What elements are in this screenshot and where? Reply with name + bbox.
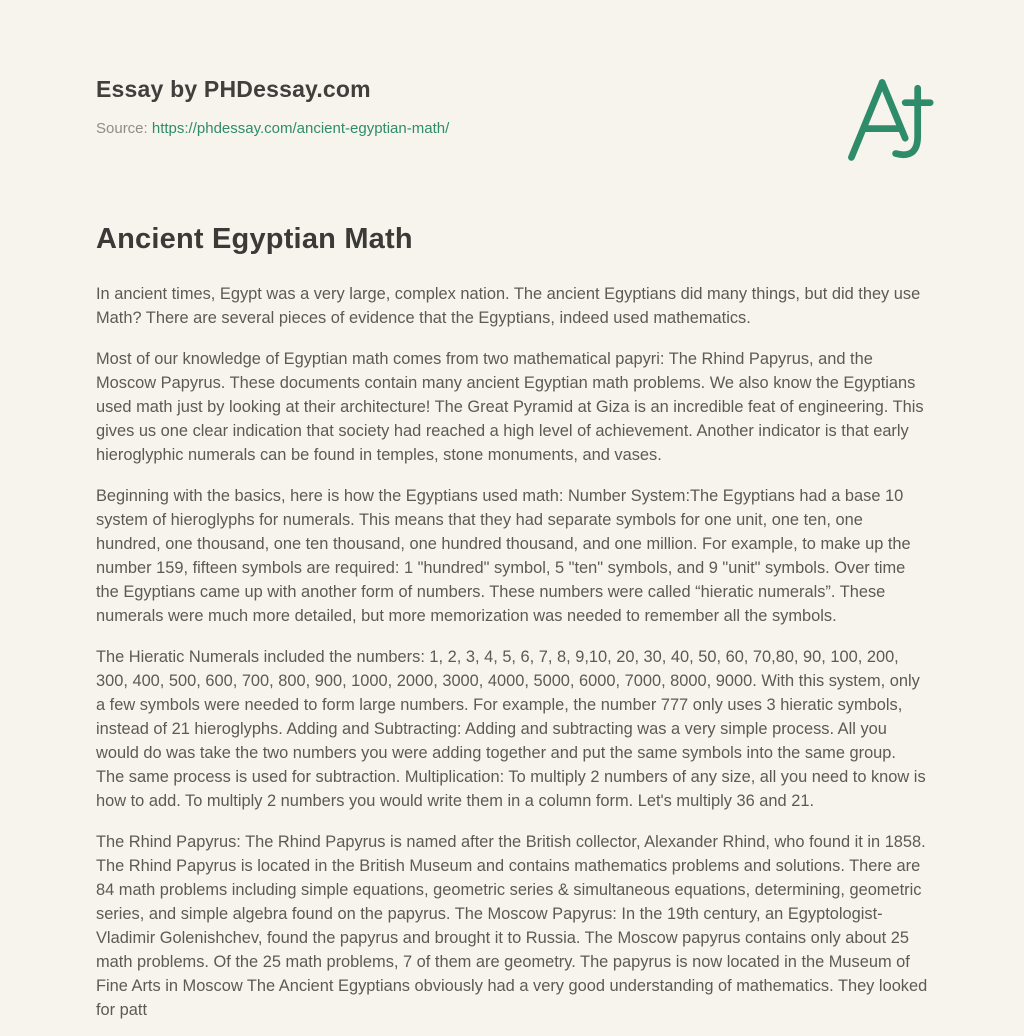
source-line: [96, 120, 928, 137]
essay-paragraph: The Hieratic Numerals included the numbers: 1, 2, 3, 4, 5, 6, 7, 8, 9,10, 20, 30, 40, 50, 60, 70,80, 90, 100, 200, 300, 400, 500, 600, 700, 800, 900, 1000, 2000, 3000, 4000, 5000, 6000, 7000, 8000, 9000. With this system, only a few symbols were needed to form large numbers. For example, the number 777 only uses 3 hieratic symbols, instead of 21 hieroglyphs. Adding and Subtracting: Adding and subtracting was a very simple process. All you would do was take the two numbers you were adding together and put the same symbols into the same group. The same process is used for subtraction. Multiplication: To multiply 2 numbers of any size, all you need to know is how to add. To multiply 2 numbers you would write them in a column form. Let's multiply 36 and 21.: [96, 648, 926, 810]
source-label: Source:: [96, 120, 148, 137]
essay-paragraph: The Rhind Papyrus: The Rhind Papyrus is named after the British collector, Alexander Rhind, who found it in 1858. The Rhind Papyrus is located in the British Museum and contains mathematics problems and solutions. There are 84 math problems including simple equations, geometric series & simultaneous equations, determining, geometric series, and simple algebra found on the papyrus. The Moscow Papyrus: In the 19th century, an Egyptologist- Vladimir Golenishchev, found the papyrus and brought it to Russia. The Moscow papyrus contains only about 25 math problems. Of the 25 math problems, 7 of them are geometry. The papyrus is now located in the Museum of Fine Arts in Moscow The Ancient Egyptians obviously had a very good understanding of mathematics. They looked for patt: [96, 833, 928, 1019]
essay-paragraph: Beginning with the basics, here is how the Egyptians used math: Number System:The Egyptians had a base 10 system of hieroglyphs for numerals. This means that they had separate symbols for one unit, one ten, one hundred, one thousand, one ten thousand, one hundred thousand, and one million. For example, to make up the number 159, fifteen symbols are required: 1 "hundred" symbol, 5 "ten" symbols, and 9 "unit" symbols. Over time the Egyptians came up with another form of numbers. These numbers were called “hieratic numerals”. These numerals were much more detailed, but more memorization was needed to remember all the symbols.: [96, 487, 911, 625]
source-link[interactable]: https://phdessay.com/ancient-egyptian-math/: [151, 120, 450, 137]
phdessay-a-plus-logo-icon: [838, 70, 934, 168]
article-title: Ancient Egyptian Math: [96, 223, 413, 255]
essay-by-heading: Essay by PHDessay.com: [96, 76, 371, 102]
essay-paragraph: Most of our knowledge of Egyptian math comes from two mathematical papyri: The Rhind Papyrus, and the Moscow Papyrus. These documents contain many ancient Egyptian math problems. We also know the Egyptians used math just by looking at their architecture! The Great Pyramid at Giza is an incredible feat of engineering. This gives us one clear indication that society had reached a high level of achievement. Another indicator is that early hieroglyphic numerals can be found in temples, stone monuments, and vases.: [96, 350, 924, 464]
essay-paragraph: In ancient times, Egypt was a very large, complex nation. The ancient Egyptians did many things, but did they use Math? There are several pieces of evidence that the Egyptians, indeed used mathematics.: [96, 285, 921, 327]
article-body: [96, 282, 928, 1022]
